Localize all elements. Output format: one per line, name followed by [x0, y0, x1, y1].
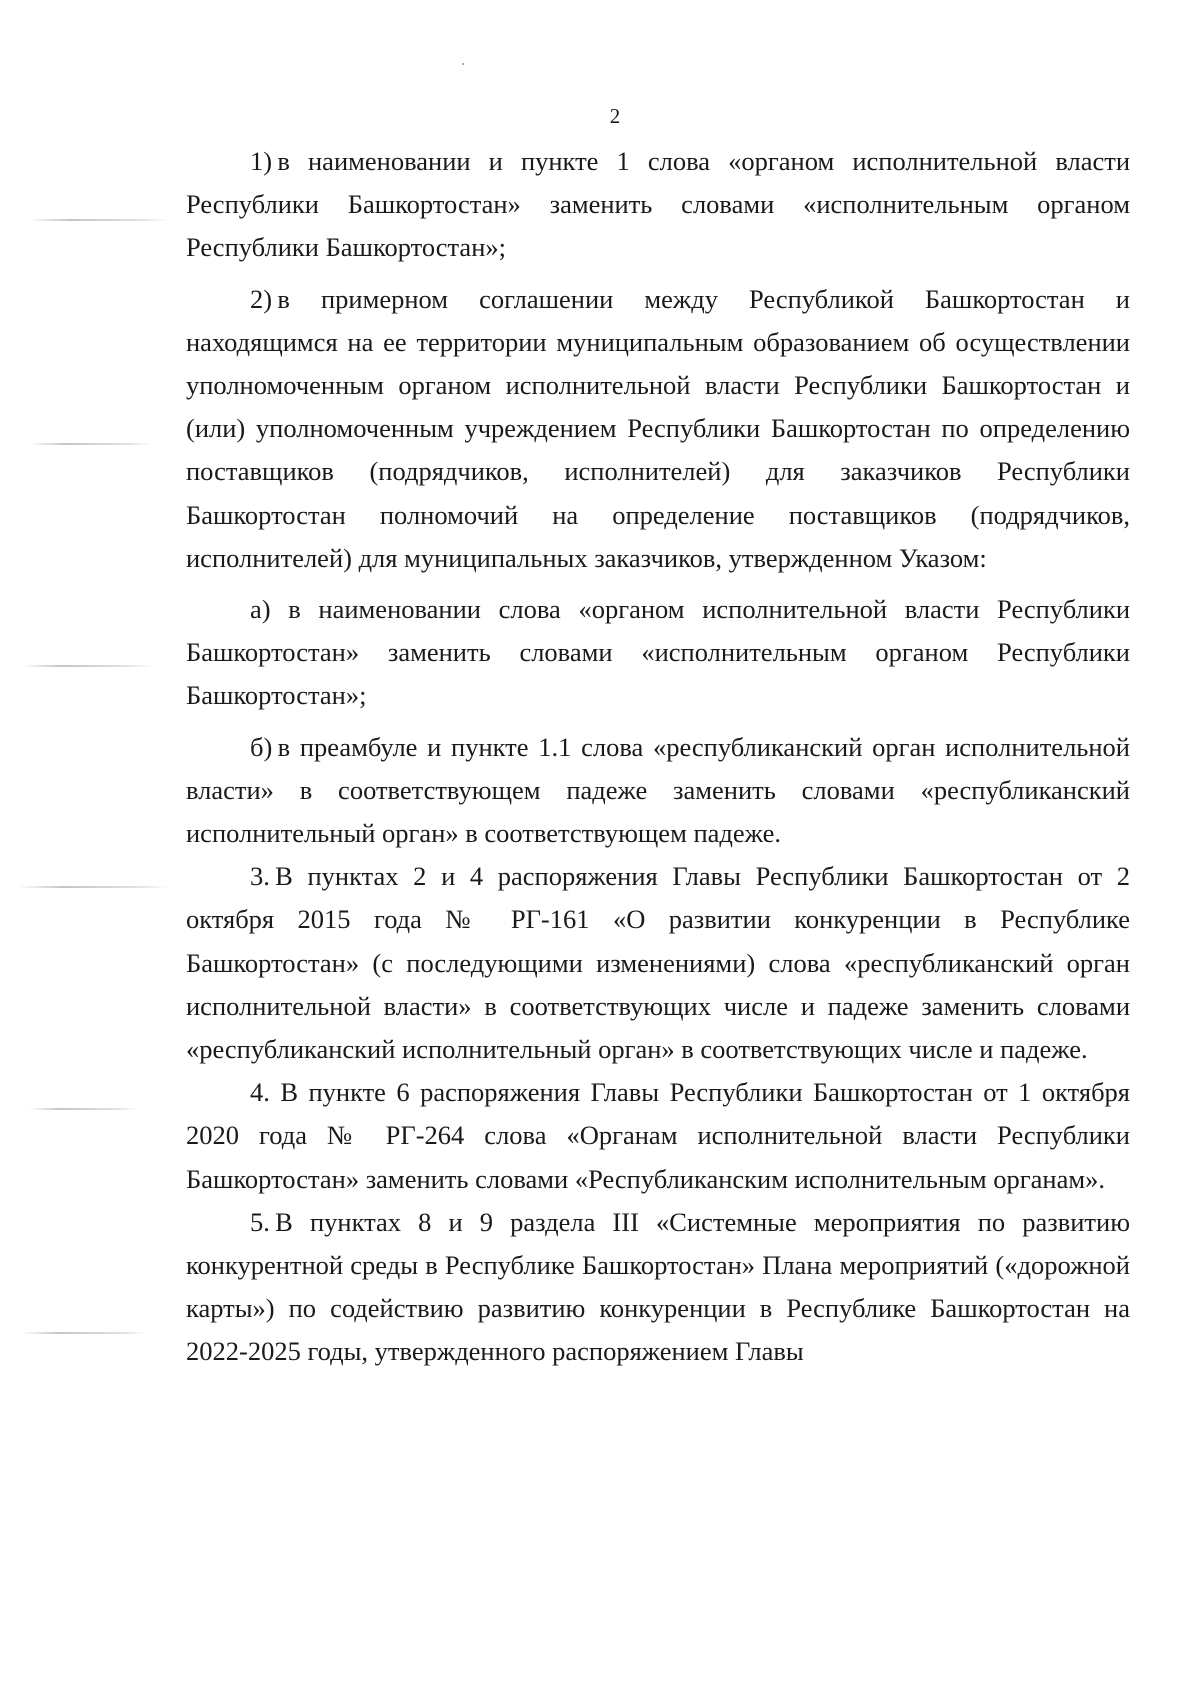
- scan-mark: [28, 219, 168, 221]
- paragraph-item-5: 5. В пунктах 8 и 9 раздела III «Системные мероприятия по развитию конкурентной среды в Республике Башкортостан» Плана мероприятий («дорожной карты») по содействию развитию конкуренции в Республике Башкортостан на 2022-2025 годы, утвержденного распоряжением Главы: [186, 1206, 1130, 1367]
- scan-mark: [22, 665, 152, 667]
- document-body: [186, 140, 1130, 1374]
- paragraph-item-2b: б) в преамбуле и пункте 1.1 слова «республиканский орган исполнительной власти» в соответствующем падеже заменить словами «республиканский исполнительный орган» в соответствующем падеже.: [186, 731, 1130, 849]
- scan-mark: [22, 1332, 147, 1334]
- paragraph-item-2: 2) в примерном соглашении между Республикой Башкортостан и находящимся на ее территории муниципальным образованием об осуществлении уполномоченным органом исполнительной власти Республики Башкортостан и (или) уполномоченным учреждением Республики Башкортостан по определению поставщиков (подрядчиков, исполнителей) для заказчиков Республики Башкортостан полномочий на определение поставщиков (подрядчиков, исполнителей) для муниципальных заказчиков, утвержденном Указом:: [186, 283, 1130, 573]
- scan-mark: [28, 443, 153, 445]
- paragraph-item-1: 1) в наименовании и пункте 1 слова «органом исполнительной власти Республики Башкортостан» заменить словами «исполнительным органом Республики Башкортостан»;: [186, 146, 1130, 263]
- scan-mark: [18, 886, 168, 888]
- paragraph-item-2a: а) в наименовании слова «органом исполнительной власти Республики Башкортостан» заменить словами «исполнительным органом Республики Башкортостан»;: [186, 594, 1130, 711]
- page-number: 2: [609, 104, 621, 128]
- scan-speck: [462, 63, 464, 65]
- paragraph-item-3: 3. В пунктах 2 и 4 распоряжения Главы Республики Башкортостан от 2 октября 2015 года № РГ-161 «О развитии конкуренции в Республике Башкортостан» (с последующими изменениями) слова «республиканский орган исполнительной власти» в соответствующих числе и падеже заменить словами «республиканский исполнительный орган» в соответствующих числе и падеже.: [186, 861, 1130, 1065]
- scan-mark: [28, 1108, 138, 1110]
- paragraph-item-4: 4. В пункте 6 распоряжения Главы Республики Башкортостан от 1 октября 2020 года № РГ-264 слова «Органам исполнительной власти Республики Башкортостан» заменить словами «Республиканским исполнительным органам».: [186, 1077, 1130, 1194]
